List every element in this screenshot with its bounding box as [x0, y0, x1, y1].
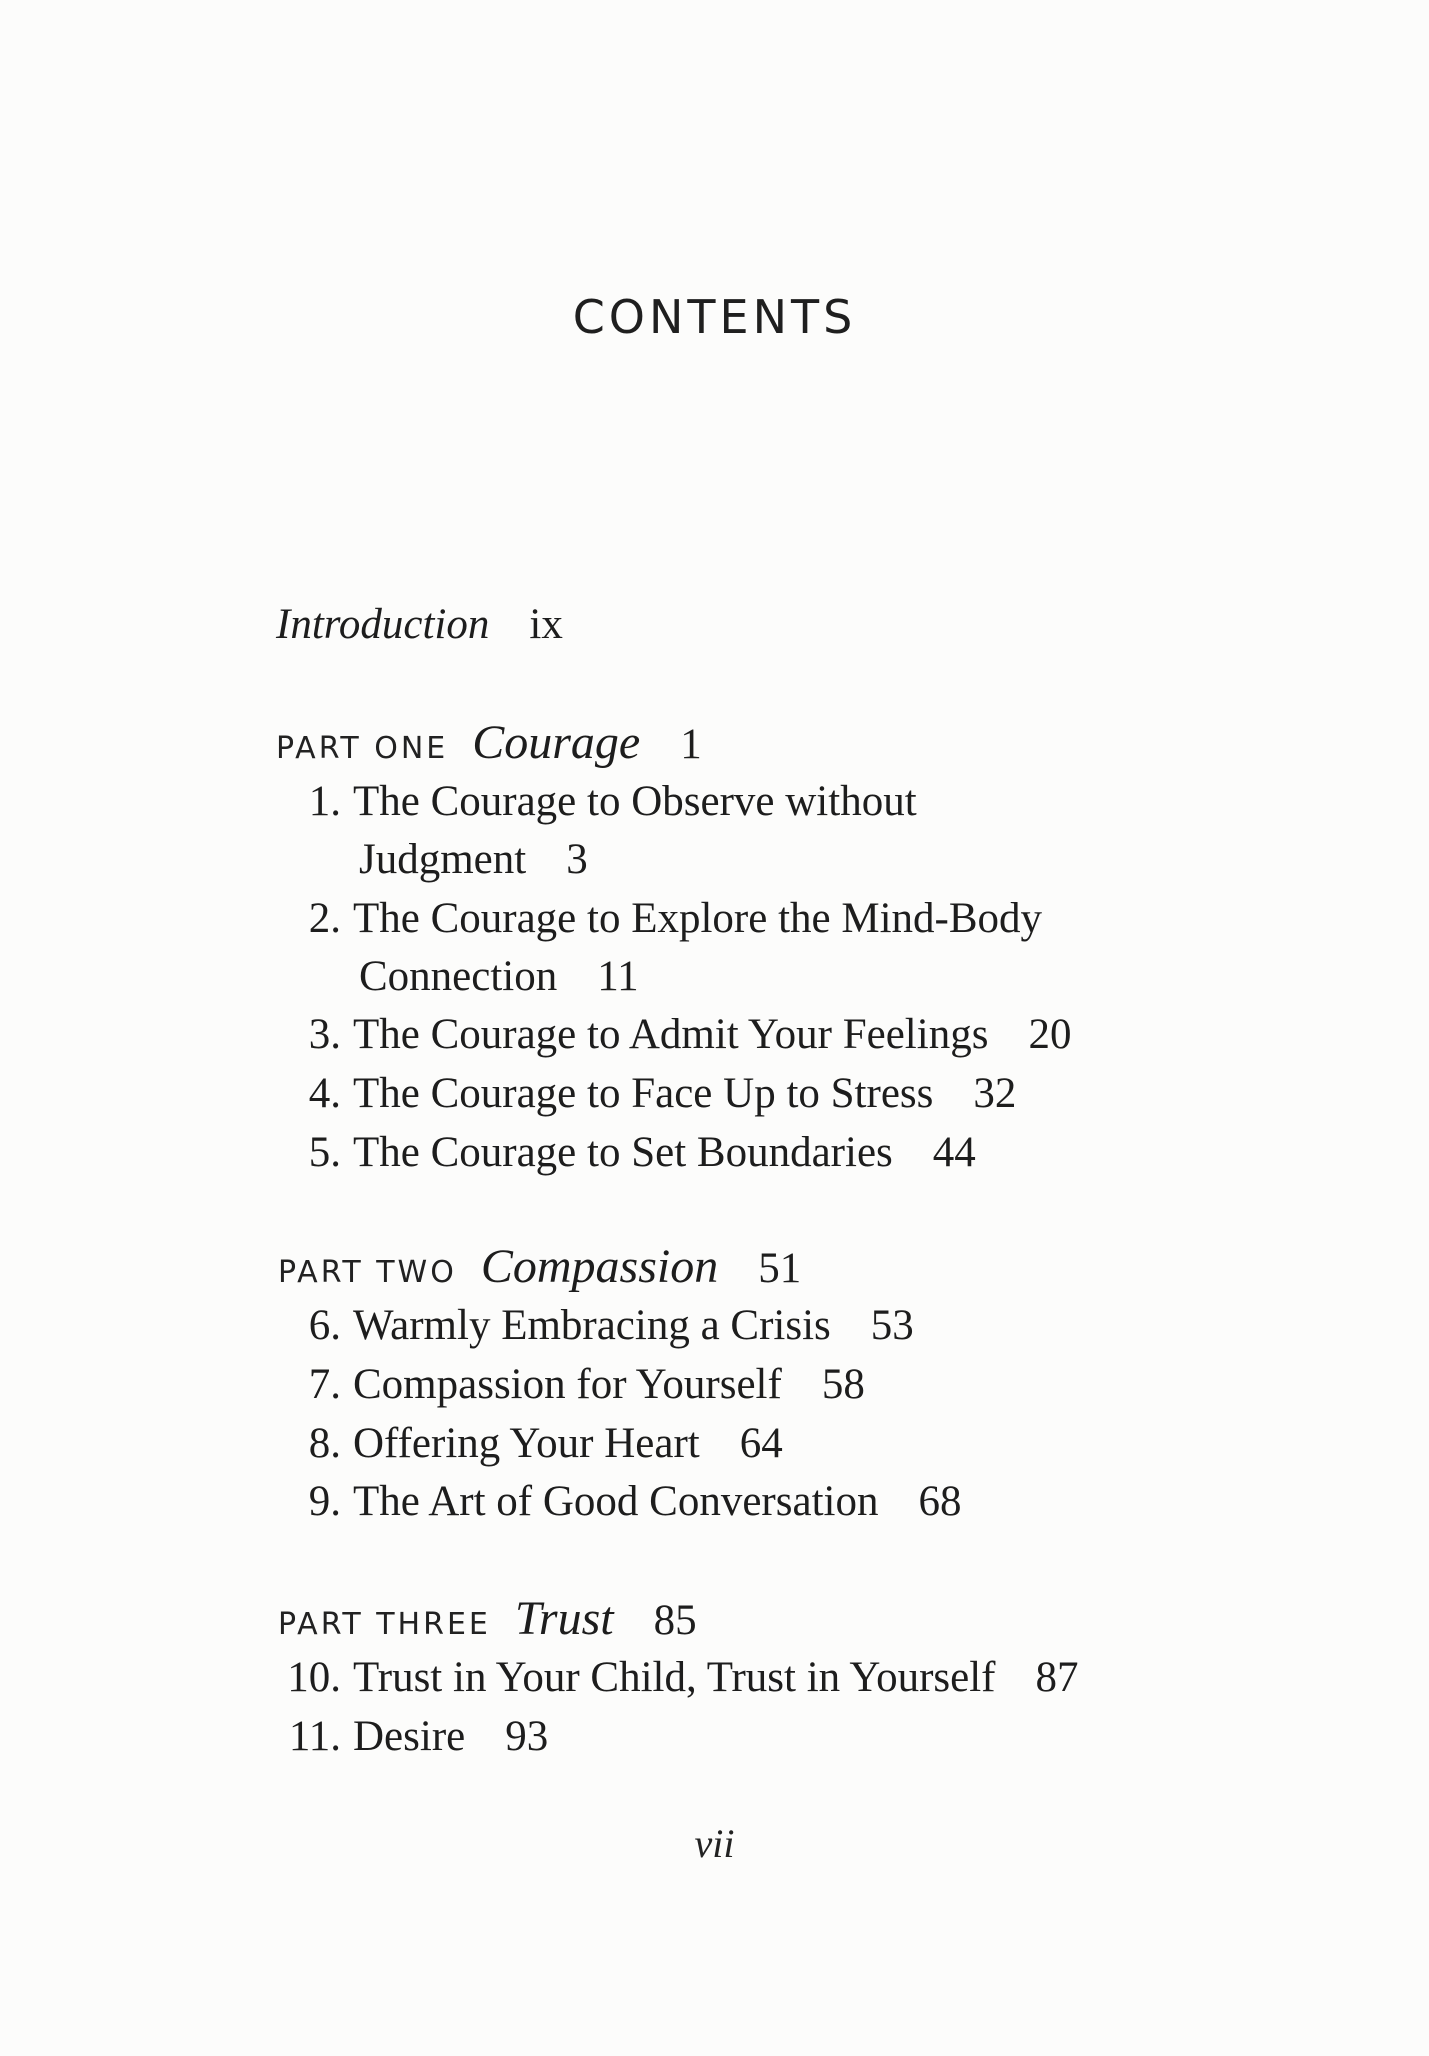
part-label: PART THREE: [278, 1607, 491, 1642]
chapter-number: 7.: [308, 1361, 341, 1408]
chapter-number: 9.: [308, 1478, 341, 1525]
toc-entry-chapter-4: [289, 1065, 1016, 1123]
chapter-number: 10.: [287, 1654, 341, 1701]
toc-entry-chapter-11: [269, 1708, 548, 1766]
part-label: PART ONE: [276, 731, 449, 766]
toc-entry-chapter-1: [289, 773, 917, 831]
chapter-page: 93: [505, 1713, 549, 1760]
part-heading-two: [278, 1238, 801, 1302]
part-title: Compassion: [480, 1240, 719, 1293]
toc-entry-chapter-5: [289, 1124, 976, 1182]
chapter-page: 58: [821, 1361, 865, 1408]
toc-entry-chapter-6: [289, 1297, 914, 1355]
chapter-title: The Courage to Set Boundaries: [353, 1129, 893, 1176]
part-label: PART TWO: [278, 1255, 457, 1290]
chapter-page: 32: [973, 1070, 1017, 1117]
chapter-page: 87: [1035, 1654, 1079, 1701]
toc-entry-chapter-3: [289, 1006, 1071, 1064]
chapter-title: The Courage to Explore the Mind-Body: [353, 895, 1043, 942]
toc-entry-introduction: [276, 596, 563, 654]
chapter-title: Offering Your Heart: [353, 1420, 700, 1467]
chapter-title: Desire: [353, 1713, 466, 1760]
part-page: 85: [653, 1597, 697, 1644]
part-page: 51: [758, 1245, 802, 1292]
chapter-page: 64: [739, 1420, 783, 1467]
chapter-number: 4.: [308, 1070, 341, 1117]
chapter-title: Trust in Your Child, Trust in Yourself: [353, 1654, 996, 1701]
toc-entry-chapter-10: [269, 1649, 1078, 1707]
part-page: 1: [680, 721, 702, 768]
toc-entry-chapter-2-continued: [359, 948, 639, 1006]
chapter-page: 3: [566, 836, 588, 883]
chapter-title: Warmly Embracing a Crisis: [353, 1302, 831, 1349]
chapter-title-continued: Judgment: [359, 836, 527, 883]
toc-entry-chapter-2: [289, 890, 1042, 948]
chapter-title-continued: Connection: [359, 953, 558, 1000]
chapter-number: 6.: [308, 1302, 341, 1349]
chapter-page: 44: [932, 1129, 976, 1176]
chapter-page: 68: [918, 1478, 962, 1525]
toc-entry-chapter-1-continued: [359, 831, 588, 889]
toc-entry-chapter-7: [289, 1356, 865, 1414]
part-heading-one: [276, 714, 702, 778]
chapter-page: 11: [597, 953, 639, 1000]
toc-entry-chapter-9: [289, 1473, 961, 1531]
chapter-title: The Courage to Admit Your Feelings: [353, 1011, 989, 1058]
chapter-title: The Courage to Face Up to Stress: [353, 1070, 934, 1117]
chapter-page: 20: [1028, 1011, 1072, 1058]
chapter-number: 1.: [308, 778, 341, 825]
contents-heading: CONTENTS: [572, 290, 857, 344]
toc-entry-chapter-8: [289, 1415, 783, 1473]
part-heading-three: [278, 1590, 697, 1654]
chapter-number: 11.: [288, 1713, 341, 1760]
part-title: Trust: [514, 1592, 614, 1645]
chapter-number: 5.: [308, 1129, 341, 1176]
part-title: Courage: [472, 716, 641, 769]
chapter-number: 2.: [308, 895, 341, 942]
page-folio: vii: [694, 1821, 735, 1866]
chapter-number: 3.: [308, 1011, 341, 1058]
introduction-label: Introduction: [276, 601, 490, 648]
chapter-title: Compassion for Yourself: [353, 1361, 782, 1408]
chapter-title: The Courage to Observe without: [353, 778, 917, 825]
chapter-title: The Art of Good Conversation: [353, 1478, 879, 1525]
introduction-page: ix: [529, 601, 563, 648]
chapter-number: 8.: [308, 1420, 341, 1467]
chapter-page: 53: [870, 1302, 914, 1349]
